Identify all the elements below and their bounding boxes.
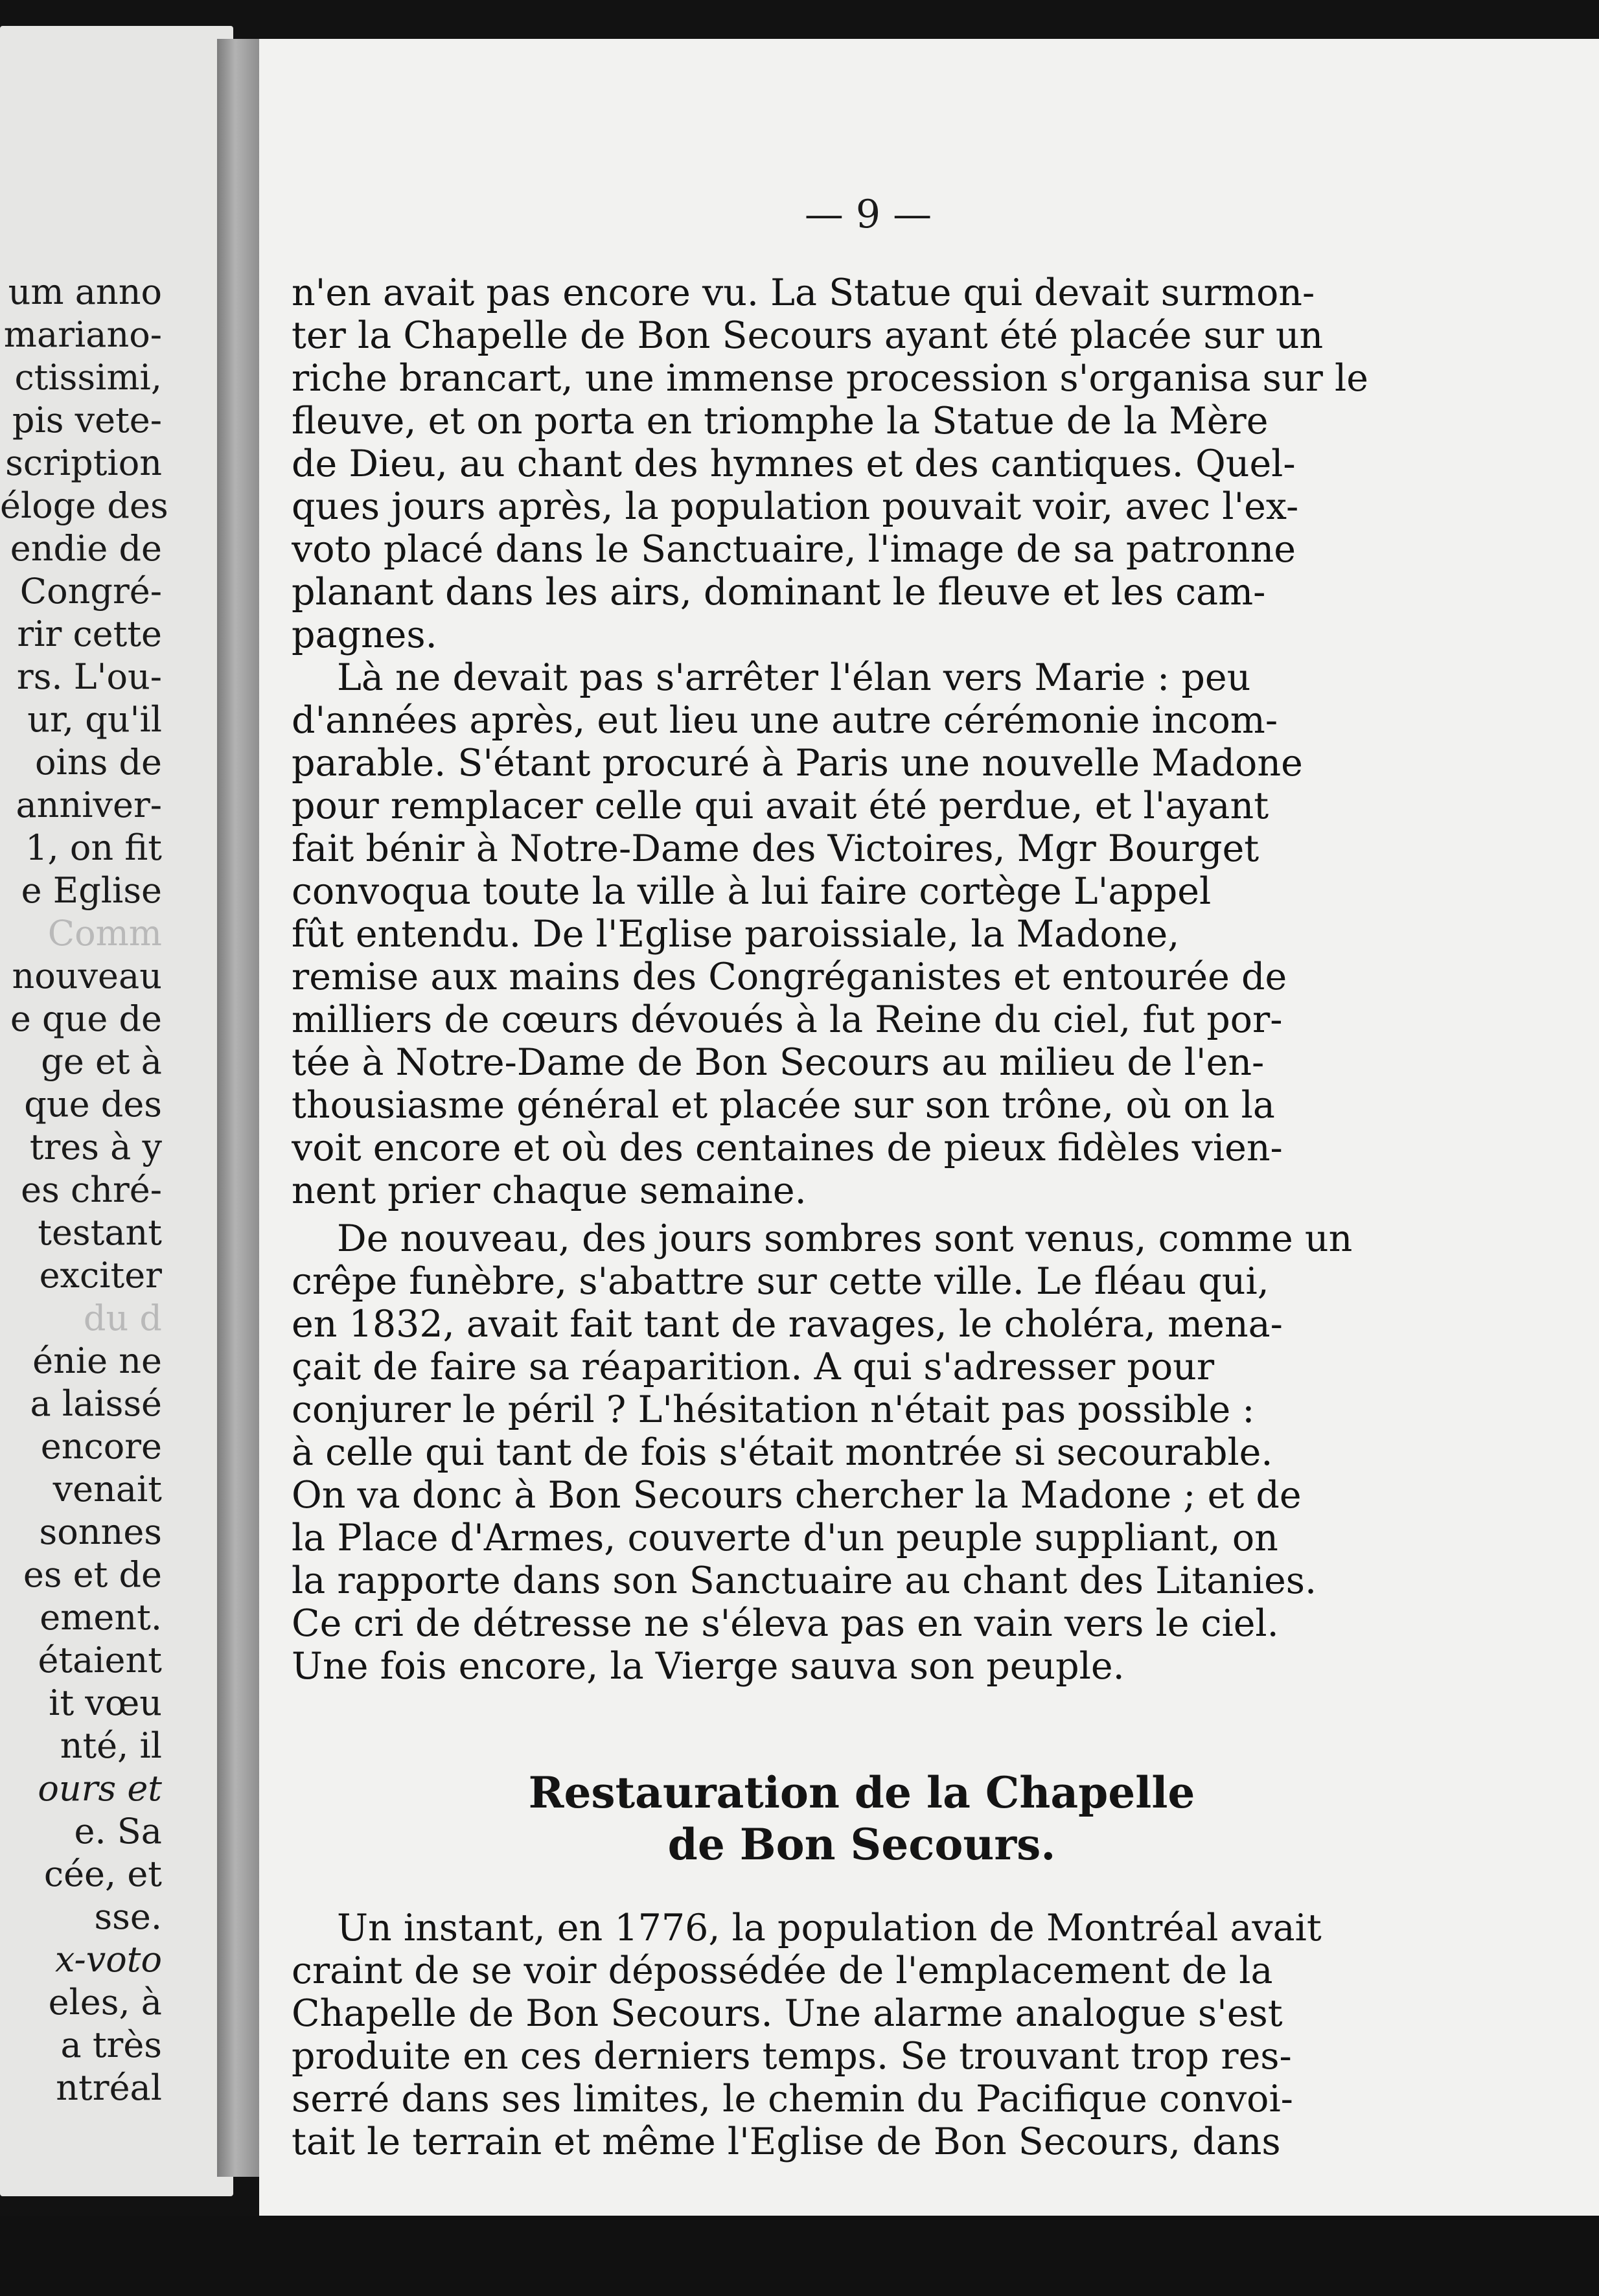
left-line: cée, et [43, 1854, 162, 1894]
left-line: pis vete- [12, 400, 162, 441]
text-line: nent prier chaque semaine. [292, 1170, 807, 1212]
left-line: rir cette [17, 614, 162, 654]
left-line: e que de [10, 998, 162, 1039]
left-line: exciter [39, 1255, 162, 1296]
left-line: encore [40, 1426, 162, 1467]
text-line: crêpe funèbre, s'abattre sur cette ville. Le fléau qui, [292, 1261, 1269, 1303]
text-line: voit encore et où des centaines de pieux fidèles vien- [292, 1127, 1283, 1169]
book-spine-edge [217, 39, 262, 2177]
text-line: Là ne devait pas s'arrêter l'élan vers Marie : peu [337, 657, 1251, 699]
text-line: d'années après, eut lieu une autre cérémonie incom- [292, 700, 1278, 742]
left-line: étaient [38, 1640, 162, 1681]
text-line: fût entendu. De l'Eglise paroissiale, la Madone, [292, 913, 1180, 956]
left-line: du d [83, 1298, 162, 1338]
text-line: pagnes. [292, 614, 437, 656]
text-line: n'en avait pas encore vu. La Statue qui devait surmon- [292, 272, 1315, 314]
text-line: fleuve, et on porta en triomphe la Statue de la Mère [292, 400, 1269, 442]
left-line: es chré- [21, 1169, 162, 1210]
text-line: thousiasme général et placée sur son trône, où on la [292, 1085, 1275, 1127]
text-line: remise aux mains des Congréganistes et entourée de [292, 956, 1287, 998]
left-line: es et de [23, 1554, 162, 1595]
section-heading: de Bon Secours. [667, 1819, 1056, 1870]
text-line: planant dans les airs, dominant le fleuve et les cam- [292, 571, 1266, 614]
left-line: éloge des [0, 485, 168, 526]
text-line: milliers de cœurs dévoués à la Reine du ciel, fut por- [292, 999, 1283, 1041]
left-line: ntréal [56, 2067, 162, 2108]
left-page [0, 26, 233, 2196]
text-line: Chapelle de Bon Secours. Une alarme analogue s'est [292, 1993, 1283, 2035]
left-line: venait [52, 1469, 162, 1510]
text-line: de Dieu, au chant des hymnes et des cantiques. Quel- [292, 443, 1296, 485]
text-line: Une fois encore, la Vierge sauva son peuple. [292, 1646, 1125, 1688]
text-line: convoqua toute la ville à lui faire cortège L'appel [292, 871, 1212, 913]
left-line: a très [60, 2025, 162, 2065]
left-line: ours et [38, 1768, 162, 1809]
left-line: tres à y [29, 1127, 162, 1167]
left-line: sonnes [39, 1511, 162, 1552]
text-line: pour remplacer celle qui avait été perdue, et l'ayant [292, 785, 1269, 827]
left-line: e Eglise [21, 870, 162, 911]
page-number: — 9 — [804, 192, 932, 237]
text-line: ter la Chapelle de Bon Secours ayant été placée sur un [292, 315, 1324, 357]
left-line: Congré- [19, 571, 162, 612]
text-line: tée à Notre-Dame de Bon Secours au milieu de l'en- [292, 1042, 1265, 1084]
left-line: um anno [8, 271, 162, 312]
left-line: ur, qu'il [27, 699, 162, 740]
left-line: Comm [47, 913, 162, 954]
left-line: ement. [40, 1597, 162, 1638]
left-line: e. Sa [74, 1811, 162, 1852]
left-line: x-voto [55, 1939, 162, 1980]
text-line: Ce cri de détresse ne s'éleva pas en vain vers le ciel. [292, 1603, 1279, 1645]
left-line: ge et à [41, 1041, 162, 1082]
scan-bottom-border [0, 2216, 1599, 2296]
text-line: Un instant, en 1776, la population de Montréal avait [337, 1907, 1322, 1949]
left-line: que des [24, 1084, 162, 1125]
text-line: produite en ces derniers temps. Se trouvant trop res- [292, 2036, 1292, 2078]
text-line: voto placé dans le Sanctuaire, l'image de sa patronne [292, 529, 1296, 571]
left-line: scription [5, 442, 162, 483]
text-line: craint de se voir dépossédée de l'emplacement de la [292, 1950, 1273, 1992]
text-line: la rapporte dans son Sanctuaire au chant des Litanies. [292, 1560, 1317, 1602]
left-line: 1, on fit [25, 827, 162, 868]
left-line: ctissimi, [14, 357, 162, 398]
text-line: parable. S'étant procuré à Paris une nouvelle Madone [292, 742, 1303, 785]
text-line: fait bénir à Notre-Dame des Victoires, Mgr Bourget [292, 828, 1260, 870]
left-line: anniver- [16, 785, 162, 825]
text-line: à celle qui tant de fois s'était montrée si secourable. [292, 1432, 1273, 1474]
left-line: rs. L'ou- [16, 656, 162, 697]
left-line: oins de [35, 742, 162, 783]
text-line: De nouveau, des jours sombres sont venus, comme un [337, 1218, 1353, 1260]
left-line: testant [38, 1212, 162, 1253]
text-line: riche brancart, une immense procession s'organisa sur le [292, 358, 1368, 400]
left-line: nté, il [60, 1725, 162, 1766]
text-line: tait le terrain et même l'Eglise de Bon Secours, dans [292, 2121, 1281, 2163]
text-line: la Place d'Armes, couverte d'un peuple suppliant, on [292, 1517, 1278, 1559]
left-line: mariano- [3, 314, 162, 355]
text-line: On va donc à Bon Secours chercher la Madone ; et de [292, 1475, 1302, 1517]
left-line: eles, à [48, 1982, 162, 2023]
left-line: énie ne [32, 1340, 162, 1381]
left-line: sse. [94, 1896, 162, 1937]
text-line: en 1832, avait fait tant de ravages, le choléra, mena- [292, 1303, 1283, 1346]
left-line: it vœu [49, 1682, 162, 1723]
section-heading: Restauration de la Chapelle [528, 1767, 1195, 1818]
left-line: a laissé [30, 1383, 162, 1424]
text-line: ques jours après, la population pouvait voir, avec l'ex- [292, 486, 1299, 528]
text-line: conjurer le péril ? L'hésitation n'était pas possible : [292, 1389, 1255, 1431]
left-line: nouveau [12, 956, 162, 996]
text-line: serré dans ses limites, le chemin du Pacifique convoi- [292, 2078, 1293, 2120]
text-line: çait de faire sa réaparition. A qui s'adresser pour [292, 1346, 1215, 1388]
left-line: endie de [10, 528, 162, 569]
